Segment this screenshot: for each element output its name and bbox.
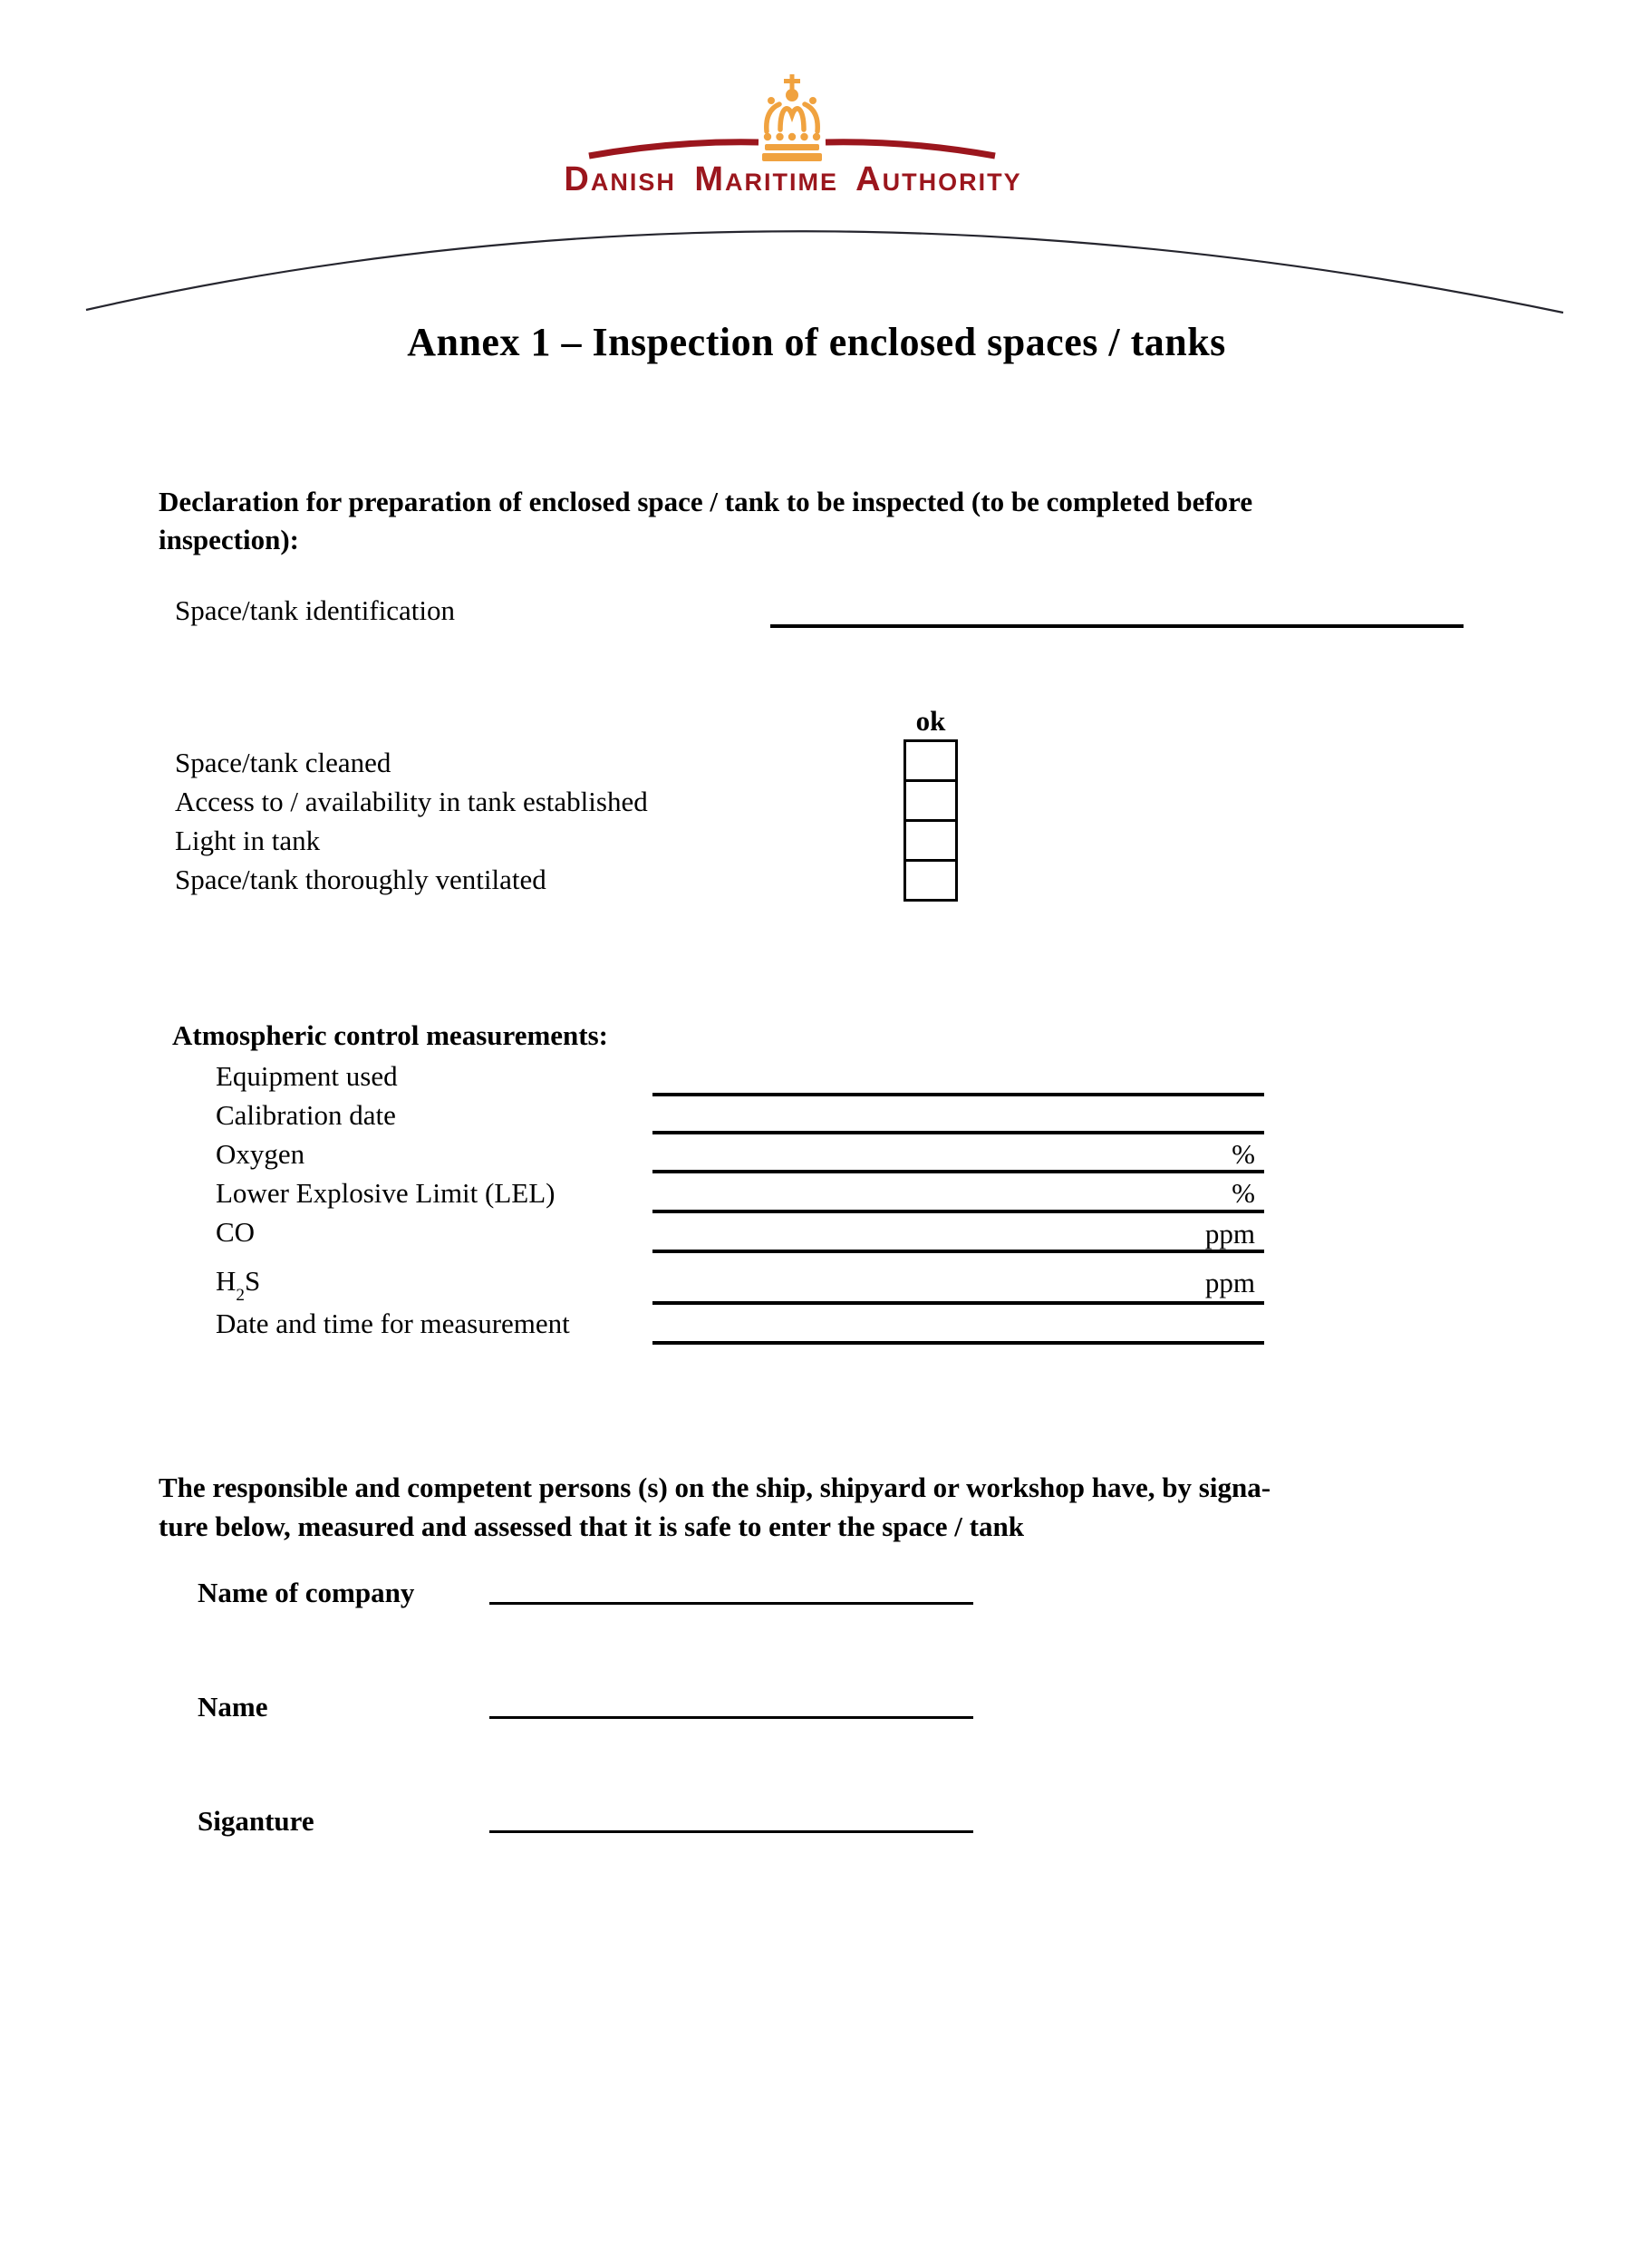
measurement-label-lel: Lower Explosive Limit (LEL)	[216, 1177, 556, 1209]
measurement-field-equipment[interactable]	[652, 1093, 1264, 1096]
measurement-field-co[interactable]	[652, 1250, 1264, 1253]
measurements-heading: Atmospheric control measurements:	[172, 1019, 608, 1051]
measurement-field-oxygen[interactable]	[652, 1170, 1264, 1173]
company-name-field-line[interactable]	[489, 1602, 973, 1605]
checkbox-light-in-tank[interactable]	[903, 819, 958, 862]
checkbox-column	[903, 739, 958, 902]
company-name-label: Name of company	[198, 1577, 415, 1608]
identification-label: Space/tank identification	[175, 594, 456, 626]
attestation-line-1: The responsible and competent persons (s) on the ship, shipyard or workshop have, by signa-	[159, 1472, 1271, 1503]
measurement-label-oxygen: Oxygen	[216, 1138, 305, 1170]
unit-percent: %	[1232, 1138, 1255, 1170]
measurement-field-datetime[interactable]	[652, 1341, 1264, 1345]
checklist-item-label: Space/tank thoroughly ventilated	[175, 864, 546, 895]
checklist-labels	[175, 743, 648, 899]
checklist-item-label: Space/tank cleaned	[175, 747, 391, 778]
measurement-label-calibration-date: Calibration date	[216, 1099, 396, 1131]
crown-logo-icon	[580, 74, 1006, 165]
ok-column-header: ok	[915, 705, 946, 737]
declaration-line-2: inspection):	[159, 524, 299, 555]
unit-percent: %	[1232, 1177, 1255, 1209]
checkbox-access-established[interactable]	[903, 779, 958, 822]
checkbox-space-tank-cleaned[interactable]	[903, 739, 958, 782]
declaration-line-1: Declaration for preparation of enclosed space / tank to be inspected (to be completed before	[159, 486, 1253, 517]
arc-separator	[0, 207, 1633, 324]
authority-name: Danish Maritime Authority	[564, 160, 1022, 198]
unit-ppm: ppm	[1204, 1218, 1255, 1250]
measurement-field-h2s[interactable]	[652, 1301, 1264, 1305]
signature-label: Siganture	[198, 1805, 314, 1837]
measurement-field-calibration-date[interactable]	[652, 1131, 1264, 1134]
checkbox-ventilated[interactable]	[903, 859, 958, 902]
attestation-line-2: ture below, measured and assessed that it is safe to enter the space / tank	[159, 1510, 1024, 1542]
attestation-paragraph	[159, 1468, 1536, 1546]
measurement-field-lel[interactable]	[652, 1210, 1264, 1213]
checklist-item-label: Light in tank	[175, 825, 321, 856]
signature-field-line[interactable]	[489, 1830, 973, 1833]
declaration-paragraph	[159, 483, 1518, 559]
page-title: Annex 1 – Inspection of enclosed spaces / tanks	[407, 320, 1226, 364]
measurement-label-equipment: Equipment used	[216, 1060, 398, 1092]
name-field-line[interactable]	[489, 1716, 973, 1719]
unit-ppm: ppm	[1204, 1267, 1255, 1298]
checklist-item-label: Access to / availability in tank established	[175, 786, 648, 817]
measurement-label-co: CO	[216, 1216, 256, 1248]
measurement-label-datetime: Date and time for measurement	[216, 1308, 570, 1339]
measurement-label-h2s: $H_2S$	[216, 1265, 261, 1306]
name-label: Name	[198, 1691, 268, 1723]
identification-field-line[interactable]	[770, 624, 1464, 628]
